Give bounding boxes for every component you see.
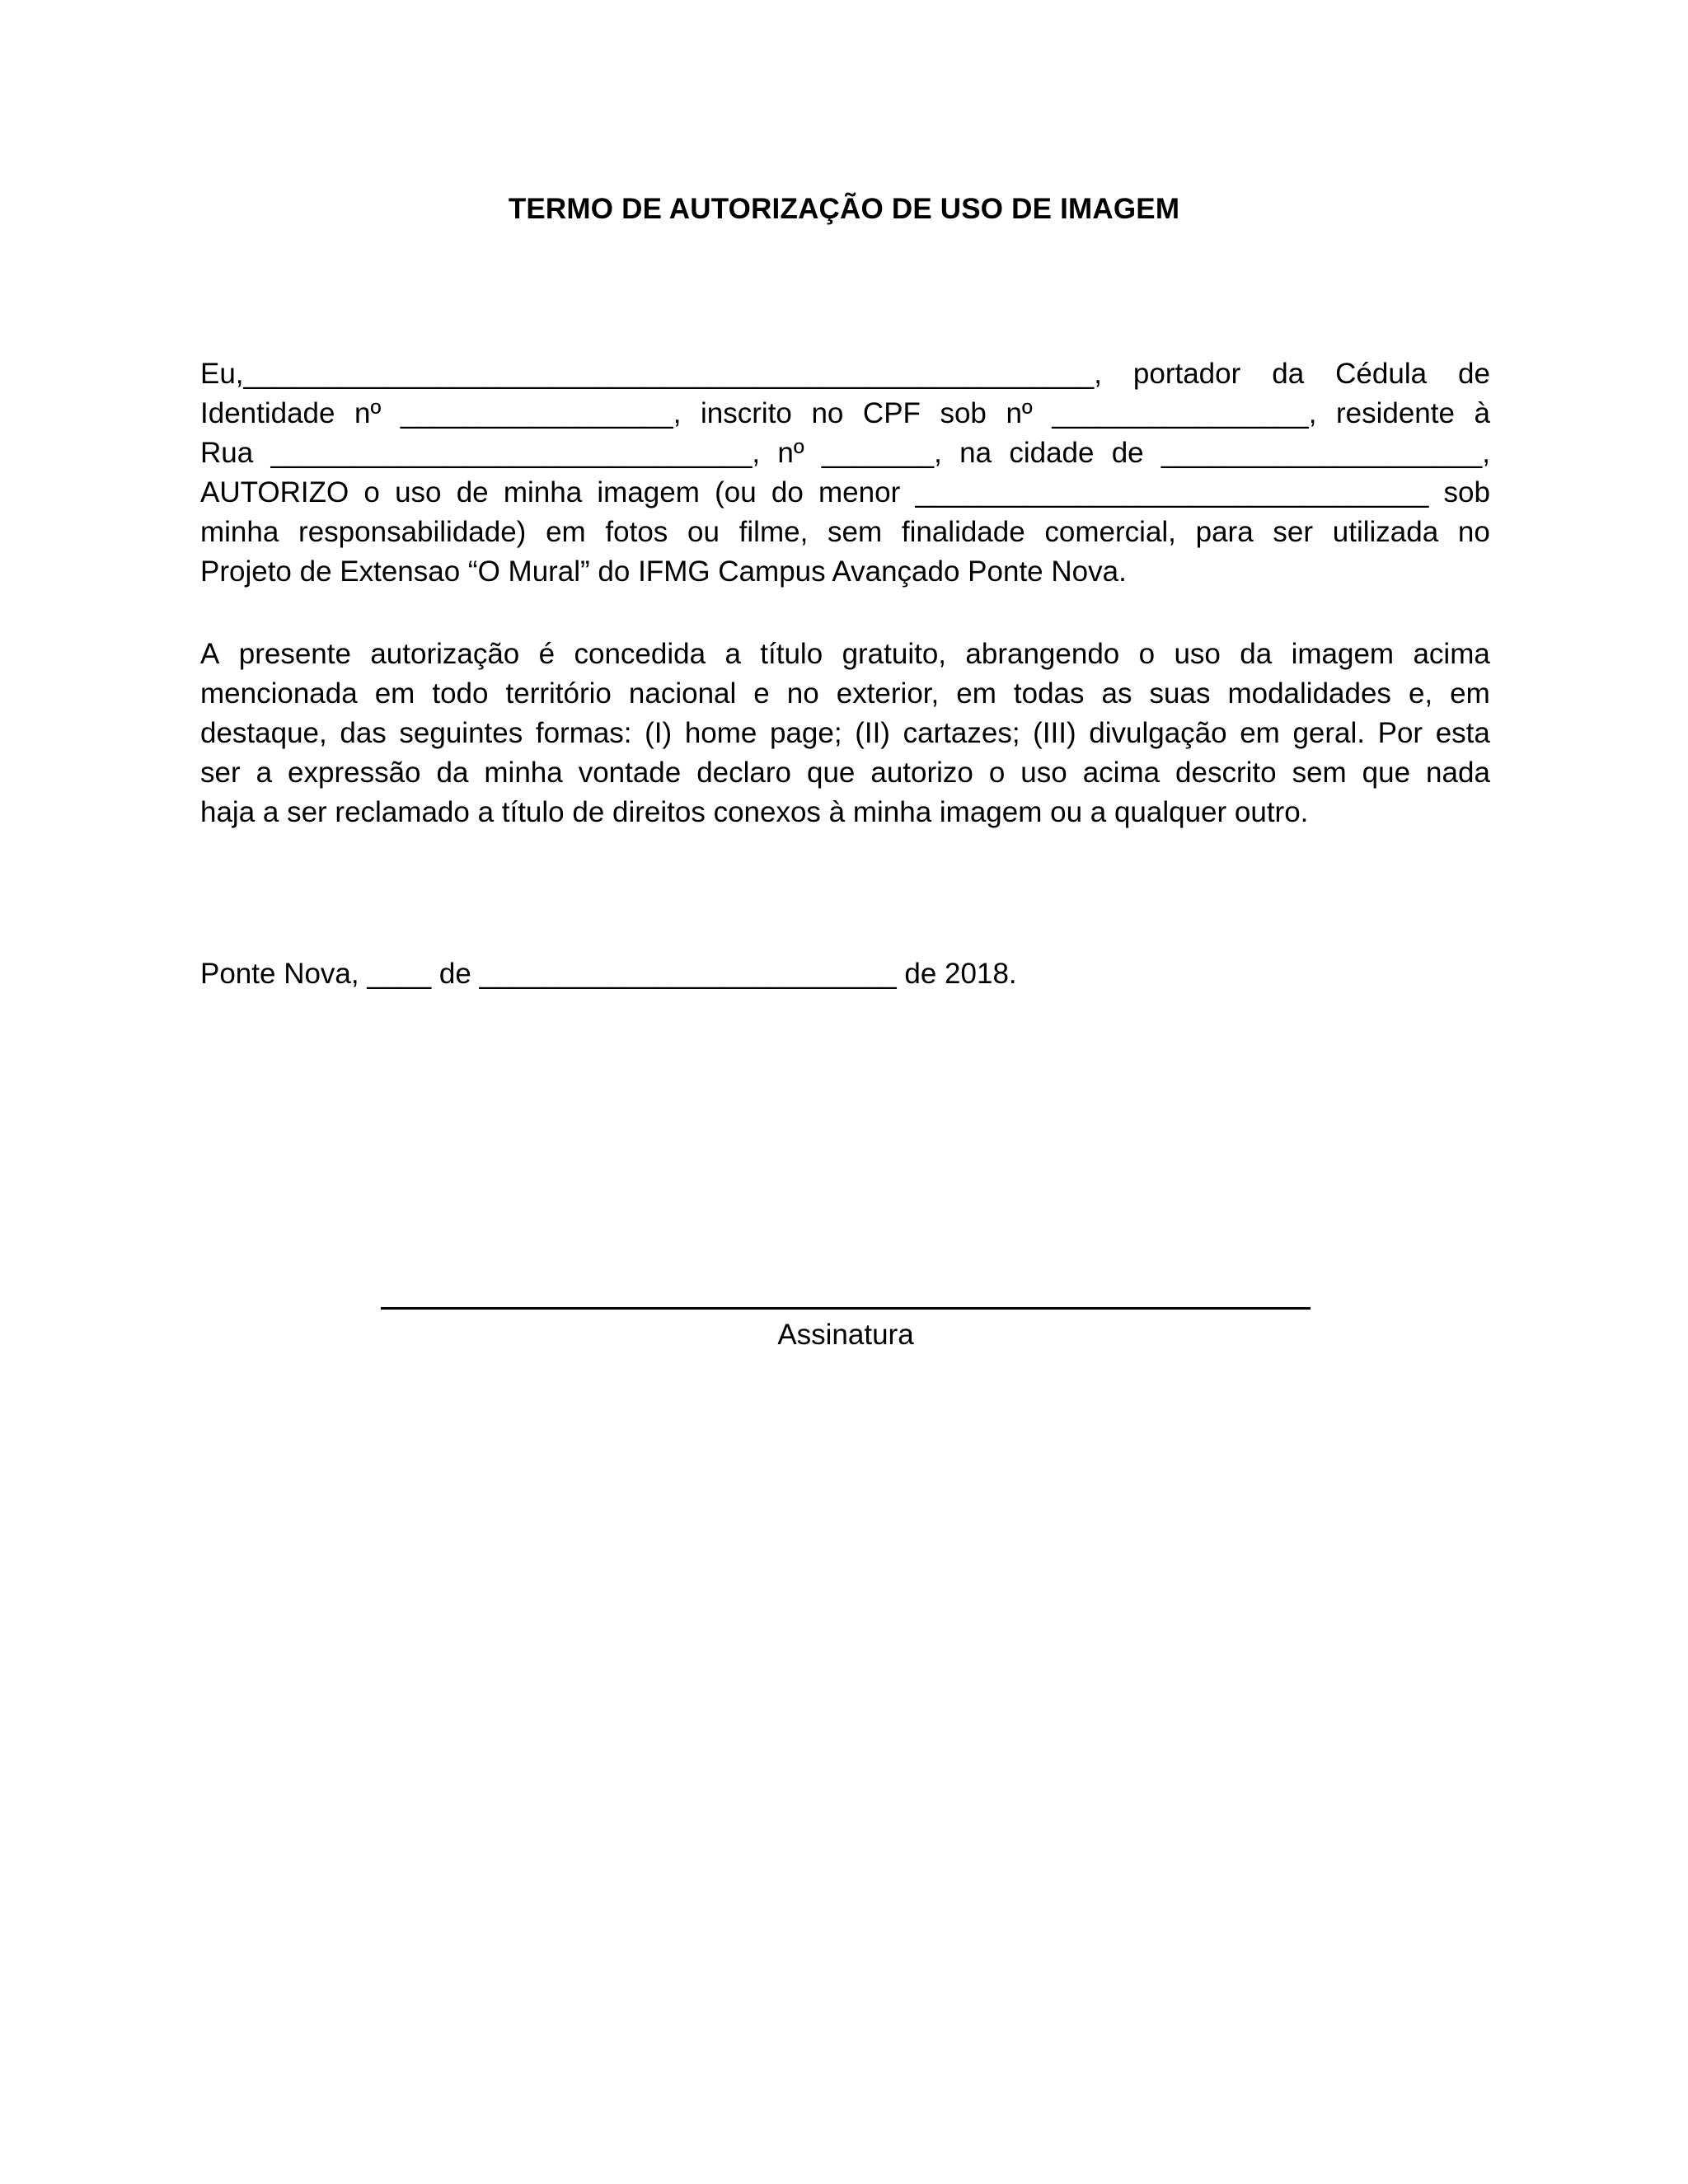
street-blank: ______________________________, xyxy=(270,437,761,469)
word: para xyxy=(1195,516,1254,548)
word: ser xyxy=(1273,516,1314,548)
word: vontade xyxy=(578,757,682,789)
word: à xyxy=(1474,397,1490,429)
signature-line xyxy=(381,1307,1311,1310)
word: minha xyxy=(484,757,563,789)
word: esta xyxy=(1435,717,1490,749)
word: é xyxy=(538,638,556,670)
word: imagem xyxy=(1291,638,1395,670)
word: autorizo xyxy=(870,757,973,789)
paragraph-line xyxy=(200,714,1490,753)
terms-paragraph xyxy=(200,635,1490,832)
word: exterior, xyxy=(836,677,940,710)
word: (I) xyxy=(645,717,673,749)
word: (ou xyxy=(715,476,757,509)
word: em xyxy=(1240,717,1280,749)
word: responsabilidade) xyxy=(298,516,527,548)
word: page; xyxy=(769,717,842,749)
word: (II) xyxy=(855,717,890,749)
paragraph-line xyxy=(200,753,1490,793)
paragraph-line xyxy=(200,513,1490,552)
word: minha xyxy=(503,476,583,509)
word: finalidade xyxy=(901,516,1025,548)
word: filme, xyxy=(738,516,809,548)
word: em xyxy=(956,677,996,710)
word: e xyxy=(753,677,770,710)
word: Por xyxy=(1377,717,1423,749)
word: que xyxy=(806,757,856,789)
word: o xyxy=(1138,638,1156,670)
paragraph-line xyxy=(200,674,1490,714)
word: Cédula xyxy=(1335,358,1428,390)
word: nº xyxy=(354,397,382,429)
word: residente xyxy=(1335,397,1455,429)
word: nada xyxy=(1426,757,1490,789)
word: acima xyxy=(1082,757,1160,789)
paragraph-line xyxy=(200,434,1490,473)
word: comercial, xyxy=(1044,516,1176,548)
word: declaro xyxy=(696,757,792,789)
word: da xyxy=(1240,638,1273,670)
word: mencionada xyxy=(200,677,358,710)
word: Identidade xyxy=(200,397,335,429)
word: suas xyxy=(1149,677,1211,710)
signature-label: Assinatura xyxy=(777,1319,914,1351)
identity-blank: _________________, xyxy=(400,397,682,429)
word: a xyxy=(724,638,741,670)
word: minha xyxy=(200,516,279,548)
word: Eu,_____________________________________________________, xyxy=(200,358,1102,390)
word: AUTORIZO xyxy=(200,476,349,509)
word: nº xyxy=(777,437,804,469)
city-blank: ____________________, xyxy=(1160,437,1490,469)
word: modalidades xyxy=(1227,677,1391,710)
word: do xyxy=(771,476,804,509)
number-blank: _______, xyxy=(821,437,942,469)
word: CPF xyxy=(862,397,921,429)
word: a xyxy=(256,757,273,789)
word: as xyxy=(1101,677,1132,710)
word: uso xyxy=(395,476,442,509)
word: todas xyxy=(1013,677,1085,710)
word: nº xyxy=(1006,397,1033,429)
word: menor xyxy=(818,476,901,509)
word: nacional xyxy=(628,677,737,710)
word: divulgação xyxy=(1089,717,1227,749)
word: seguintes xyxy=(399,717,523,749)
authorization-paragraph xyxy=(200,354,1490,592)
word: uso xyxy=(1020,757,1067,789)
word: de xyxy=(456,476,489,509)
word: utilizada xyxy=(1332,516,1439,548)
word: presente xyxy=(238,638,351,670)
paragraph-line xyxy=(200,635,1490,674)
word: sem xyxy=(1292,757,1347,789)
word: uso xyxy=(1174,638,1221,670)
word: imagem xyxy=(597,476,700,509)
word: Rua xyxy=(200,437,254,469)
paragraph-line xyxy=(200,394,1490,434)
paragraph-last-line: Projeto de Extensao “O Mural” do IFMG Campus Avançado Ponte Nova. xyxy=(200,555,1127,588)
paragraph-last-line: haja a ser reclamado a título de direitos conexos à minha imagem ou a qualquer outro. xyxy=(200,796,1309,828)
word: sem xyxy=(828,516,883,548)
word: expressão xyxy=(288,757,421,789)
place-date-line: Ponte Nova, ____ de __________________________ de 2018. xyxy=(200,958,1017,990)
word: fotos xyxy=(605,516,668,548)
word: todo xyxy=(432,677,489,710)
word: A xyxy=(200,638,220,670)
word: da xyxy=(1272,358,1305,390)
word: no xyxy=(1457,516,1490,548)
word: de xyxy=(1458,358,1490,390)
word: concedida xyxy=(574,638,706,670)
word: de xyxy=(1111,437,1144,469)
word: no xyxy=(786,677,819,710)
word: geral. xyxy=(1292,717,1366,749)
word: sob xyxy=(1443,476,1490,509)
word: em xyxy=(1450,677,1490,710)
word: o xyxy=(363,476,380,509)
word: no xyxy=(811,397,844,429)
word: em xyxy=(374,677,415,710)
word: ser xyxy=(200,757,241,789)
paragraph-line xyxy=(200,473,1490,513)
word: cartazes; xyxy=(903,717,1020,749)
word: cidade xyxy=(1009,437,1095,469)
paragraph-line xyxy=(200,354,1490,394)
word: título xyxy=(760,638,823,670)
word: portador xyxy=(1132,358,1241,390)
cpf-blank: ________________, xyxy=(1052,397,1317,429)
word: destaque, xyxy=(200,717,327,749)
word: acima xyxy=(1413,638,1490,670)
word: na xyxy=(959,437,992,469)
word: território xyxy=(505,677,612,710)
word: ou xyxy=(687,516,720,548)
word: (III) xyxy=(1033,717,1076,749)
word: home xyxy=(684,717,757,749)
word: autorização xyxy=(370,638,520,670)
word: o xyxy=(988,757,1006,789)
word: da xyxy=(436,757,469,789)
word: que xyxy=(1362,757,1411,789)
word: gratuito, xyxy=(842,638,947,670)
word: em xyxy=(546,516,586,548)
word: das xyxy=(340,717,387,749)
word: abrangendo xyxy=(965,638,1120,670)
word: descrito xyxy=(1175,757,1277,789)
word: e, xyxy=(1408,677,1433,710)
word: sob xyxy=(940,397,987,429)
minor-name-blank: ________________________________ xyxy=(915,476,1429,509)
word: inscrito xyxy=(701,397,792,429)
word: formas: xyxy=(535,717,632,749)
document-title: TERMO DE AUTORIZAÇÃO DE USO DE IMAGEM xyxy=(508,193,1180,225)
